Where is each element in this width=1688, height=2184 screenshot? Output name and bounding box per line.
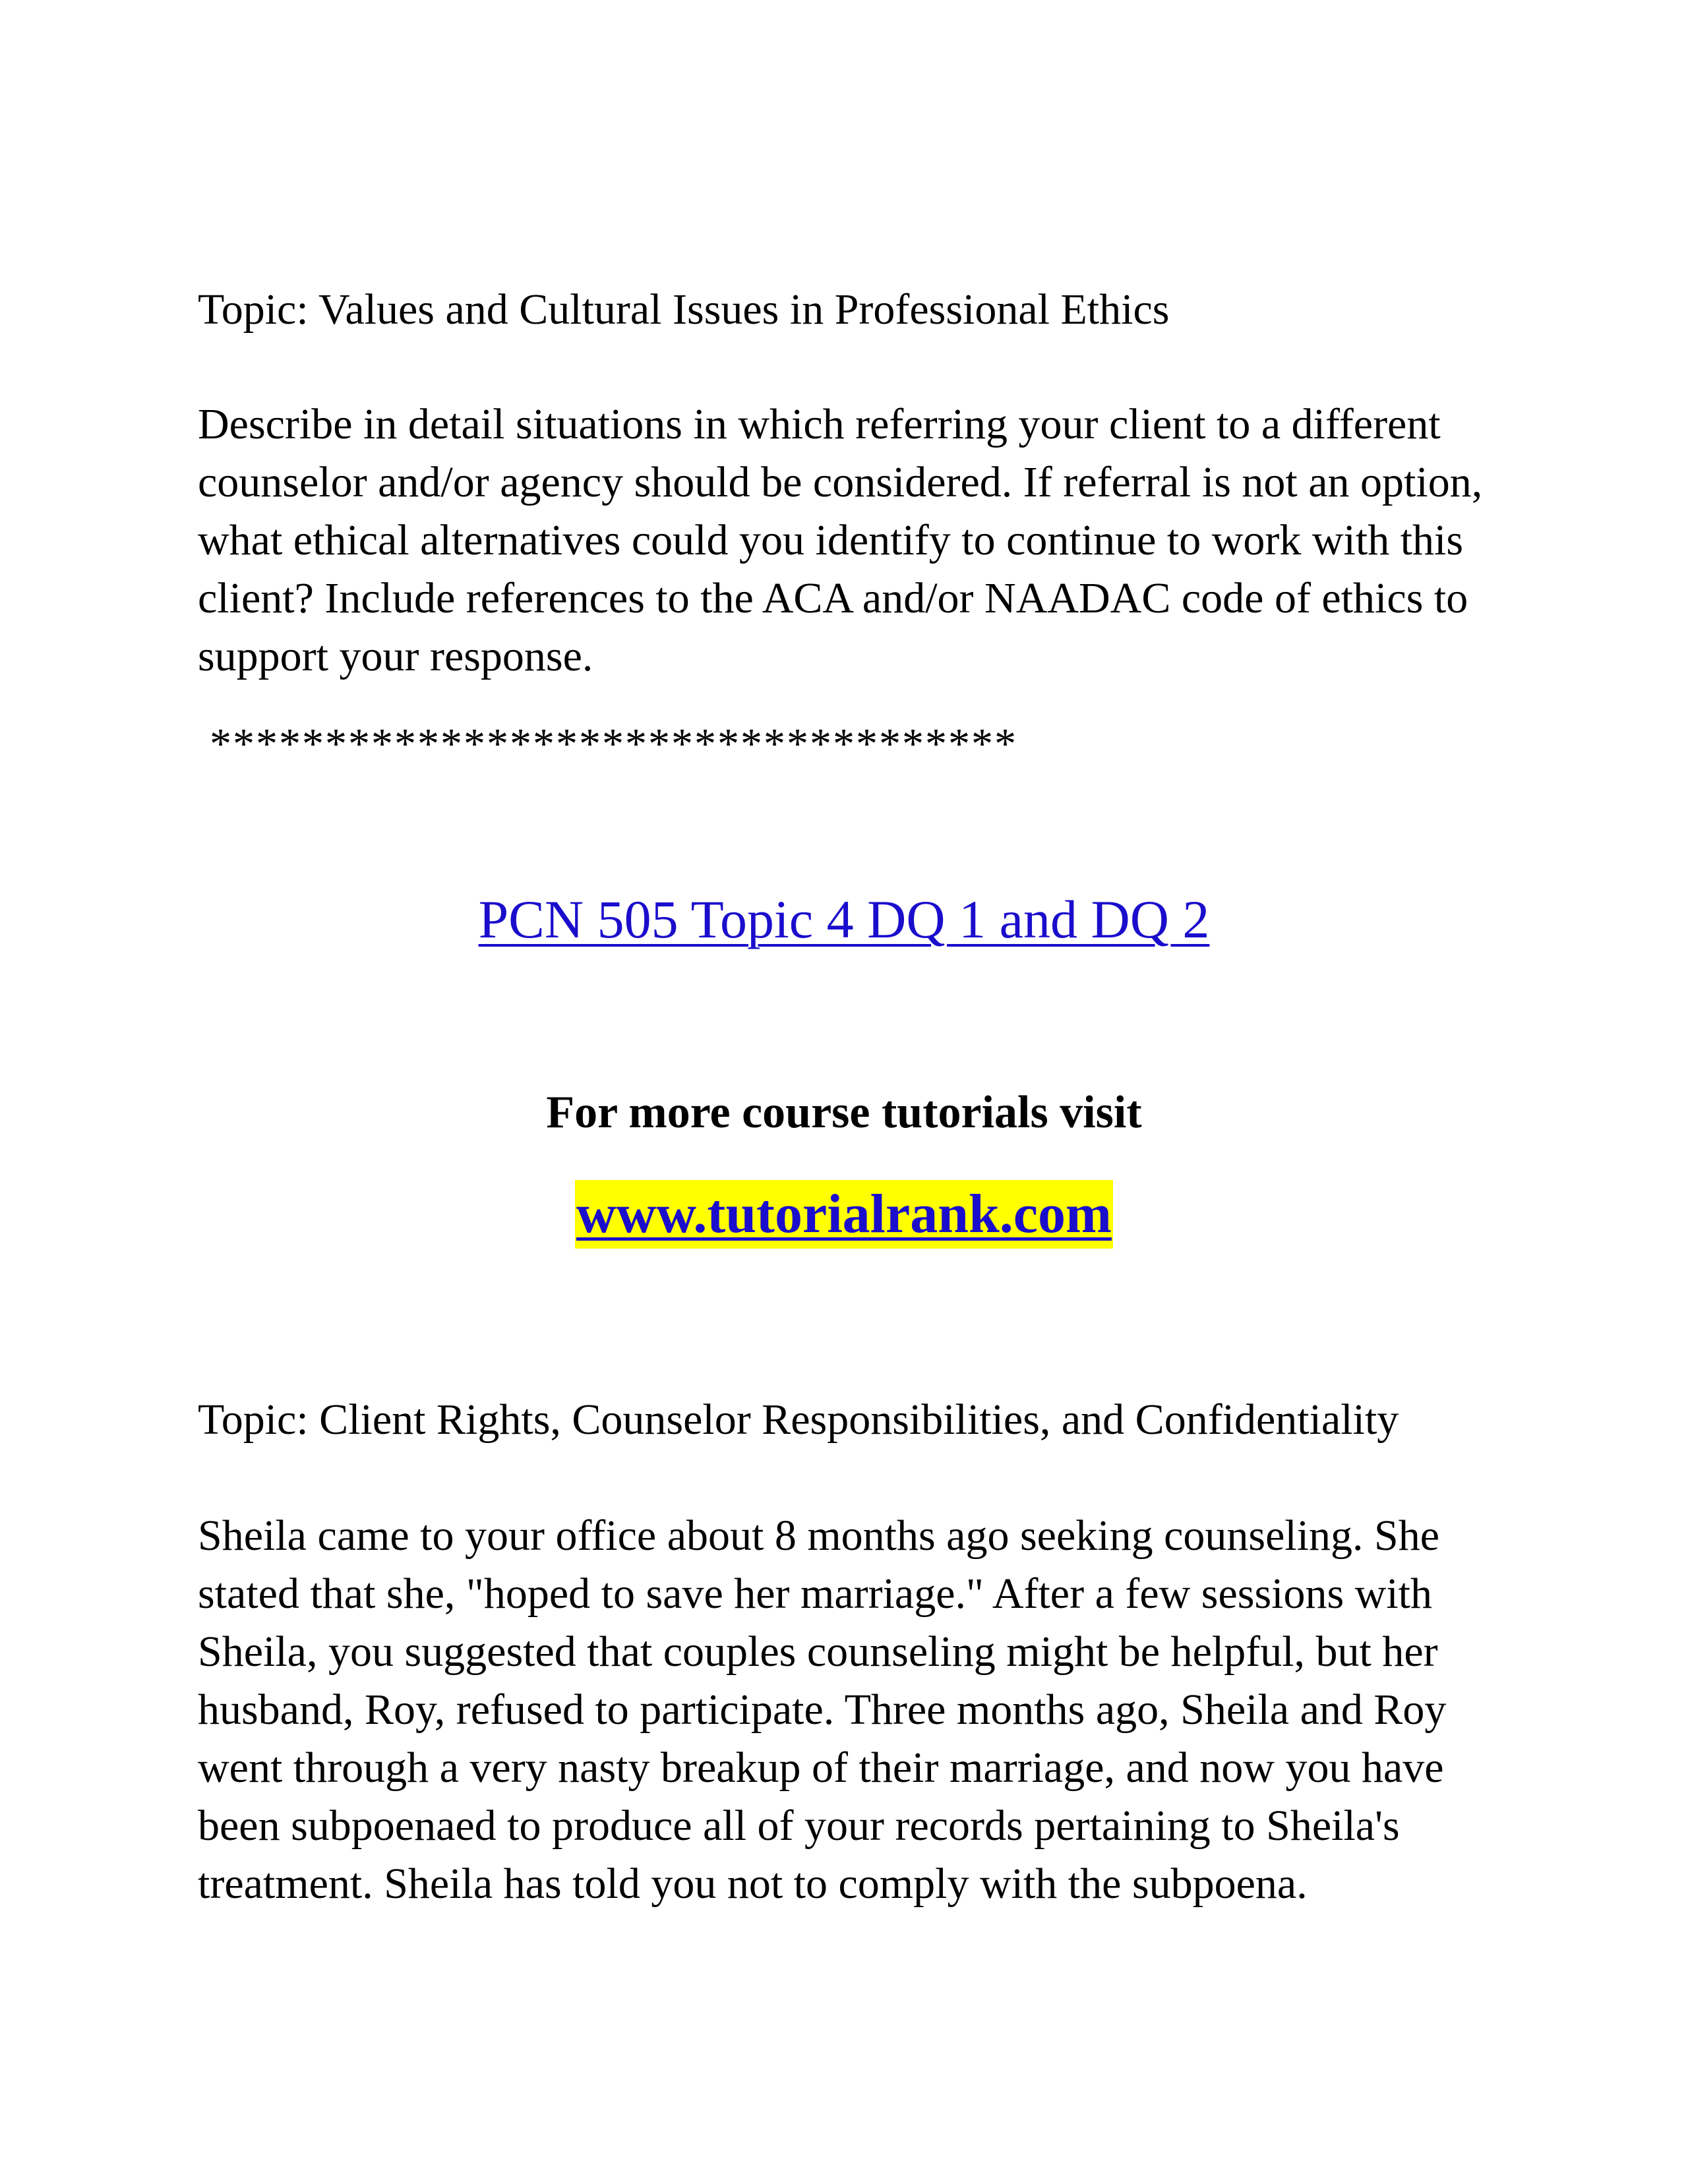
promo-heading: For more course tutorials visit bbox=[546, 1087, 1142, 1138]
section1-topic: Topic: Values and Cultural Issues in Professional Ethics bbox=[198, 285, 1170, 334]
course-title-link[interactable]: PCN 505 Topic 4 DQ 1 and DQ 2 bbox=[478, 889, 1210, 949]
section1-body: Describe in detail situations in which referring your client to a different counselor and/or agency should be considered. If referral is not an option, what ethical alternatives could you identify to continue to work with this client? Include references to the ACA and/or NAADAC code of ethics to support your response. bbox=[198, 400, 1483, 680]
section2-body: Sheila came to your office about 8 months ago seeking counseling. She stated that she, "hoped to save her marriage." After a few sessions with Sheila, you suggested that couples counseling might be helpful, but her husband, Roy, refused to participate. Three months ago, Sheila and Roy went through a very nasty breakup of their marriage, and now you have been subpoenaed to produce all of your records pertaining to Sheila's treatment. Sheila has told you not to comply with the subpoena. bbox=[198, 1512, 1447, 1908]
site-link[interactable]: www.tutorialrank.com bbox=[575, 1180, 1113, 1249]
site-link-wrapper bbox=[0, 1180, 1688, 1249]
separator-stars: *********************************** bbox=[210, 720, 1017, 768]
section2-topic: Topic: Client Rights, Counselor Responsibilities, and Confidentiality bbox=[198, 1396, 1399, 1444]
